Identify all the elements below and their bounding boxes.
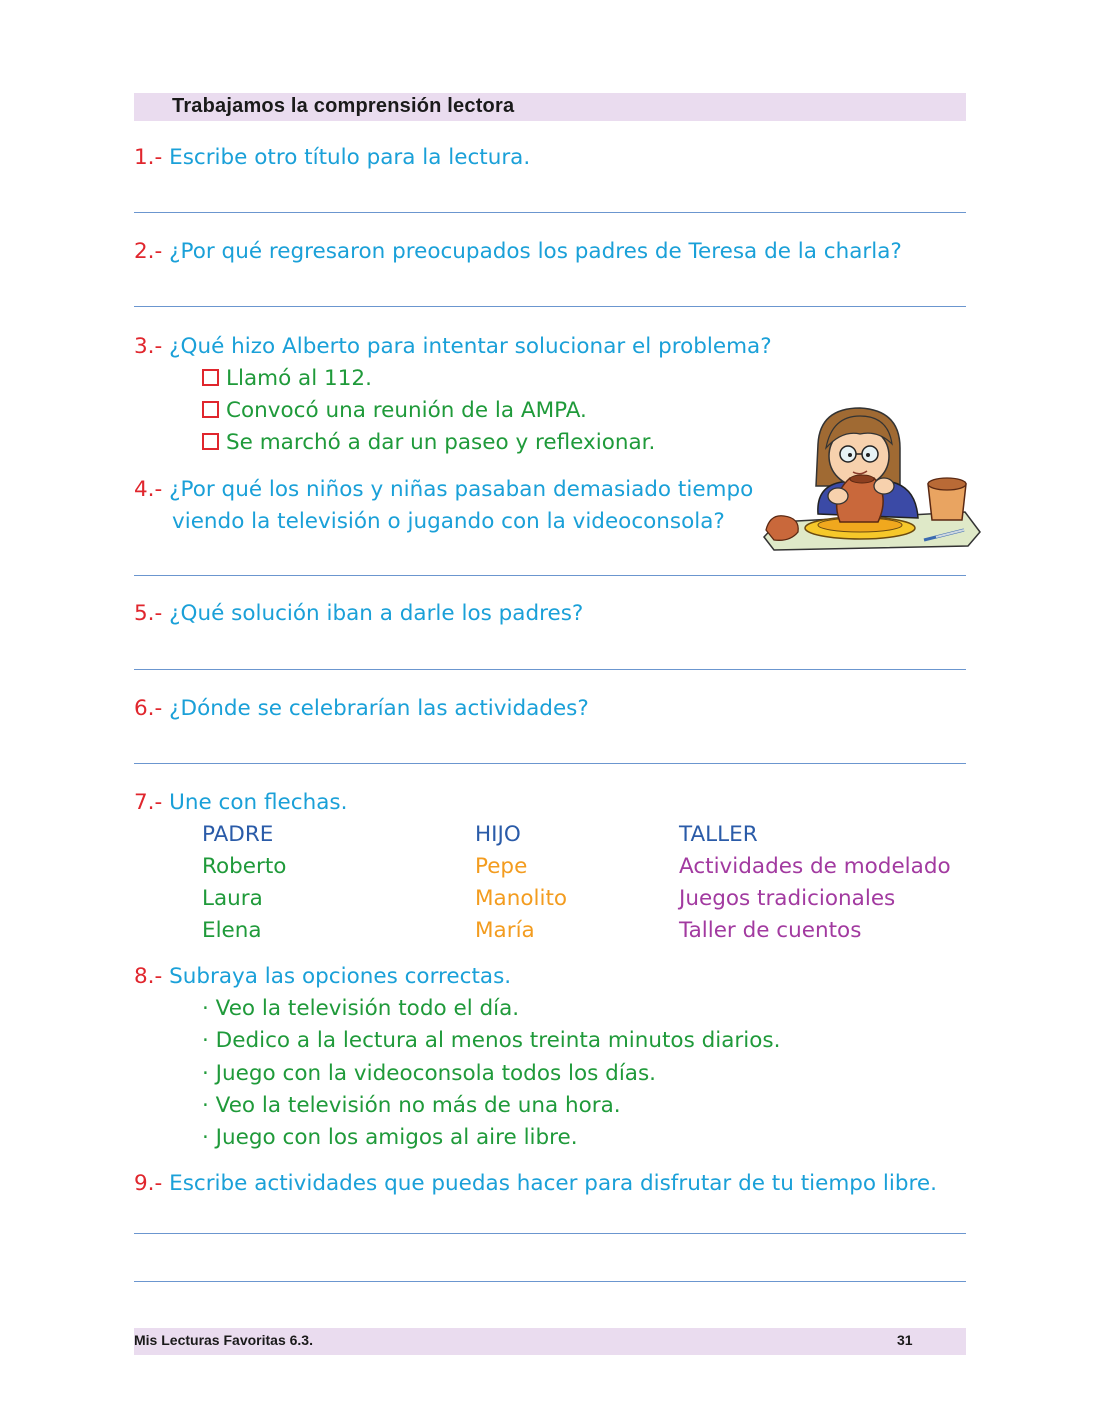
hijo-item[interactable]: Pepe xyxy=(475,854,528,879)
underline-option[interactable]: · Dedico a la lectura al menos treinta minutos diarios. xyxy=(202,1028,781,1053)
option-3[interactable] xyxy=(202,430,655,455)
option-label: Llamó al 112. xyxy=(226,366,372,391)
girl-making-pottery-icon xyxy=(760,404,984,554)
question-text: Une con flechas. xyxy=(162,790,348,815)
question-text: ¿Por qué regresaron preocupados los padres de Teresa de la charla? xyxy=(162,239,902,264)
question-text: Subraya las opciones correctas. xyxy=(162,964,512,989)
footer-bar xyxy=(134,1328,966,1355)
question-number: 3.- xyxy=(134,334,163,359)
question-6 xyxy=(134,696,589,721)
hijo-item[interactable]: María xyxy=(475,918,535,943)
question-number: 8.- xyxy=(134,964,163,989)
underline-option[interactable]: · Veo la televisión no más de una hora. xyxy=(202,1093,621,1118)
padre-item[interactable]: Roberto xyxy=(202,854,287,879)
question-8 xyxy=(134,964,511,989)
page-number: 31 xyxy=(897,1332,913,1348)
pottery-illustration xyxy=(760,404,984,554)
checkbox-icon[interactable] xyxy=(202,401,219,418)
answer-line-1[interactable] xyxy=(134,212,966,213)
question-text: Escribe actividades que puedas hacer para disfrutar de tu tiempo libre. xyxy=(162,1171,937,1196)
answer-line-9a[interactable] xyxy=(134,1233,966,1234)
option-2[interactable] xyxy=(202,398,587,423)
section-header-bar xyxy=(134,93,966,121)
question-text: ¿Qué hizo Alberto para intentar solucionar el problema? xyxy=(162,334,772,359)
question-3 xyxy=(134,334,772,359)
option-label: Convocó una reunión de la AMPA. xyxy=(226,398,587,423)
taller-item[interactable]: Taller de cuentos xyxy=(679,918,862,943)
question-text: Escribe otro título para la lectura. xyxy=(162,145,531,170)
checkbox-icon[interactable] xyxy=(202,433,219,450)
question-text: ¿Qué solución iban a darle los padres? xyxy=(162,601,584,626)
question-number: 5.- xyxy=(134,601,163,626)
question-text: ¿Por qué los niños y niñas pasaban demasiado tiempo xyxy=(162,477,754,502)
hijo-item[interactable]: Manolito xyxy=(475,886,568,911)
answer-line-4[interactable] xyxy=(134,575,966,576)
question-number: 2.- xyxy=(134,239,163,264)
answer-line-9b[interactable] xyxy=(134,1281,966,1282)
question-text: ¿Dónde se celebrarían las actividades? xyxy=(162,696,589,721)
underline-option[interactable]: · Juego con la videoconsola todos los días. xyxy=(202,1061,656,1086)
column-header-padre: PADRE xyxy=(202,822,274,847)
option-label: Se marchó a dar un paseo y reflexionar. xyxy=(226,430,656,455)
underline-option[interactable]: · Veo la televisión todo el día. xyxy=(202,996,520,1021)
answer-line-6[interactable] xyxy=(134,763,966,764)
column-header-hijo: HIJO xyxy=(475,822,521,847)
question-number: 1.- xyxy=(134,145,163,170)
question-number: 7.- xyxy=(134,790,163,815)
question-number: 6.- xyxy=(134,696,163,721)
option-1[interactable] xyxy=(202,366,372,391)
question-4 xyxy=(134,477,753,502)
question-4-line-2: viendo la televisión o jugando con la videoconsola? xyxy=(172,509,725,534)
question-9 xyxy=(134,1171,937,1196)
book-title: Mis Lecturas Favoritas 6.3. xyxy=(134,1332,313,1348)
question-5 xyxy=(134,601,583,626)
question-2 xyxy=(134,239,902,264)
question-1 xyxy=(134,145,530,170)
padre-item[interactable]: Elena xyxy=(202,918,262,943)
underline-option[interactable]: · Juego con los amigos al aire libre. xyxy=(202,1125,578,1150)
checkbox-icon[interactable] xyxy=(202,369,219,386)
question-number: 4.- xyxy=(134,477,163,502)
padre-item[interactable]: Laura xyxy=(202,886,263,911)
question-7 xyxy=(134,790,347,815)
answer-line-5[interactable] xyxy=(134,669,966,670)
answer-line-2[interactable] xyxy=(134,306,966,307)
taller-item[interactable]: Juegos tradicionales xyxy=(679,886,896,911)
column-header-taller: TALLER xyxy=(679,822,758,847)
taller-item[interactable]: Actividades de modelado xyxy=(679,854,951,879)
section-title: Trabajamos la comprensión lectora xyxy=(172,95,515,117)
question-number: 9.- xyxy=(134,1171,163,1196)
